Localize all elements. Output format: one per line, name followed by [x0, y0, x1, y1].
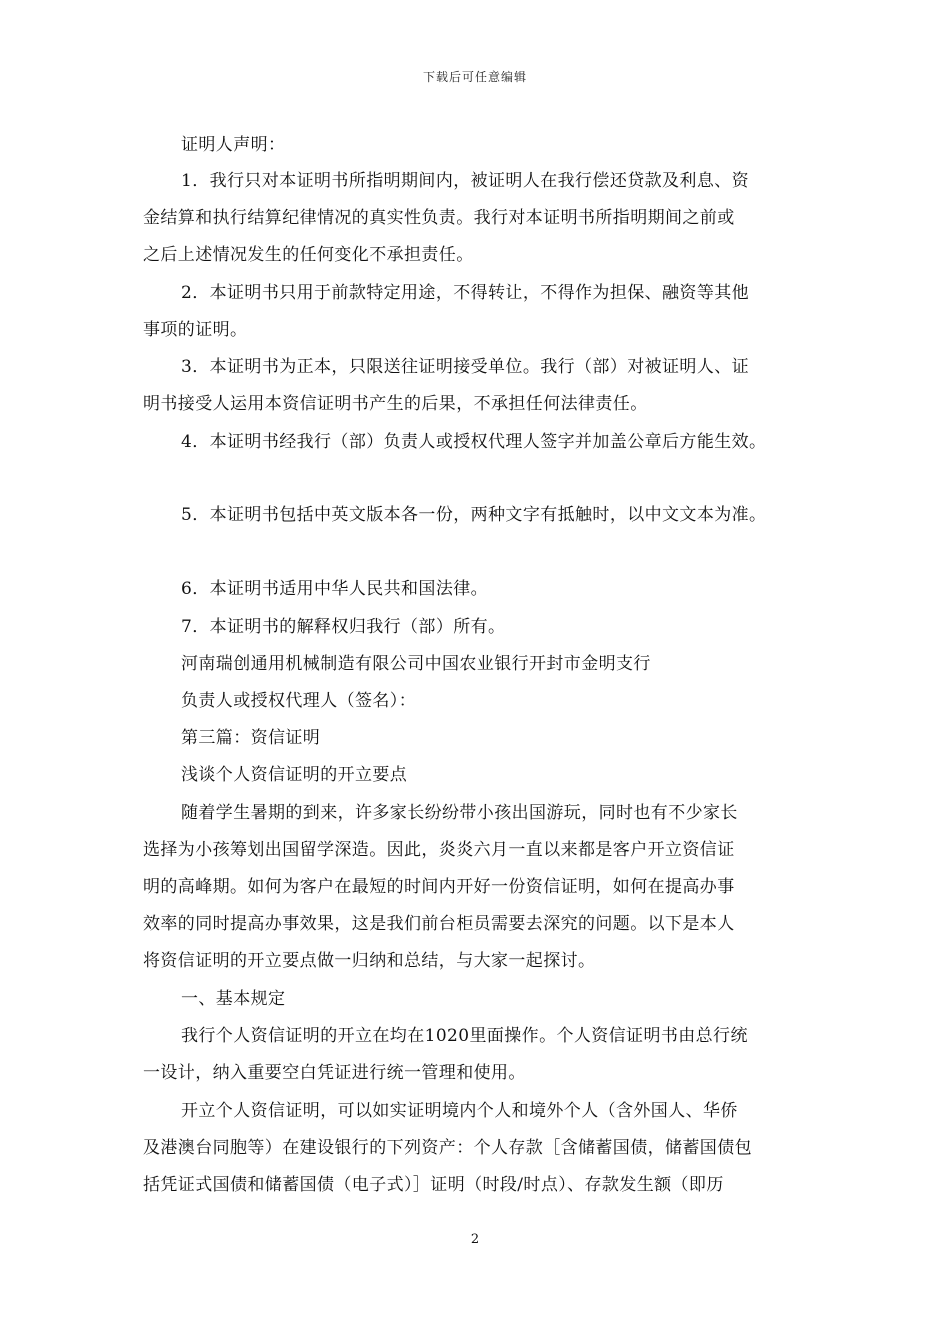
text-line: 事项的证明。	[143, 320, 248, 340]
text-line: 之后上述情况发生的任何变化不承担责任。	[143, 245, 474, 265]
page-header: 下载后可任意编辑	[422, 70, 527, 84]
text-line: 4．本证明书经我行（部）负责人或授权代理人签字并加盖公章后方能生效。	[181, 432, 767, 452]
text-line: 6．本证明书适用中华人民共和国法律。	[181, 579, 489, 599]
page-number: 2	[470, 1232, 480, 1247]
text-line: 7．本证明书的解释权归我行（部）所有。	[181, 617, 506, 637]
text-line: 证明人声明：	[181, 135, 286, 155]
text-line: 河南瑞创通用机械制造有限公司中国农业银行开封市金明支行	[181, 654, 651, 674]
article-title: 浅谈个人资信证明的开立要点	[181, 765, 408, 785]
text-line: 一设计，纳入重要空白凭证进行统一管理和使用。	[143, 1063, 526, 1083]
text-line: 1．我行只对本证明书所指明期间内，被证明人在我行偿还贷款及利息、资	[181, 171, 750, 191]
text-line: 2．本证明书只用于前款特定用途，不得转让，不得作为担保、融资等其他	[181, 283, 750, 303]
text-line: 将资信证明的开立要点做一归纳和总结，与大家一起探讨。	[143, 951, 596, 971]
section-title: 第三篇：资信证明	[181, 728, 321, 748]
section-heading: 一、基本规定	[181, 989, 286, 1009]
text-line: 我行个人资信证明的开立在均在1020里面操作。个人资信证明书由总行统	[181, 1026, 748, 1046]
text-line: 5．本证明书包括中英文版本各一份，两种文字有抵触时，以中文文本为准。	[181, 505, 767, 525]
text-line: 明书接受人运用本资信证明书产生的后果，不承担任何法律责任。	[143, 394, 648, 414]
text-line: 明的高峰期。如何为客户在最短的时间内开好一份资信证明，如何在提高办事	[143, 877, 735, 897]
text-line: 开立个人资信证明，可以如实证明境内个人和境外个人（含外国人、华侨	[181, 1101, 738, 1121]
text-line: 括凭证式国债和储蓄国债（电子式）］证明（时段/时点）、存款发生额（即历	[143, 1175, 724, 1195]
text-line: 负责人或授权代理人（签名）：	[181, 691, 417, 711]
text-line: 3．本证明书为正本，只限送往证明接受单位。我行（部）对被证明人、证	[181, 357, 750, 377]
text-line: 选择为小孩筹划出国留学深造。因此，炎炎六月一直以来都是客户开立资信证	[143, 840, 735, 860]
text-line: 及港澳台同胞等）在建设银行的下列资产：个人存款［含储蓄国债，储蓄国债包	[143, 1138, 752, 1158]
text-line: 金结算和执行结算纪律情况的真实性负责。我行对本证明书所指明期间之前或	[143, 208, 735, 228]
text-line: 效率的同时提高办事效果，这是我们前台柜员需要去深究的问题。以下是本人	[143, 914, 735, 934]
text-line: 随着学生暑期的到来，许多家长纷纷带小孩出国游玩，同时也有不少家长	[181, 803, 738, 823]
